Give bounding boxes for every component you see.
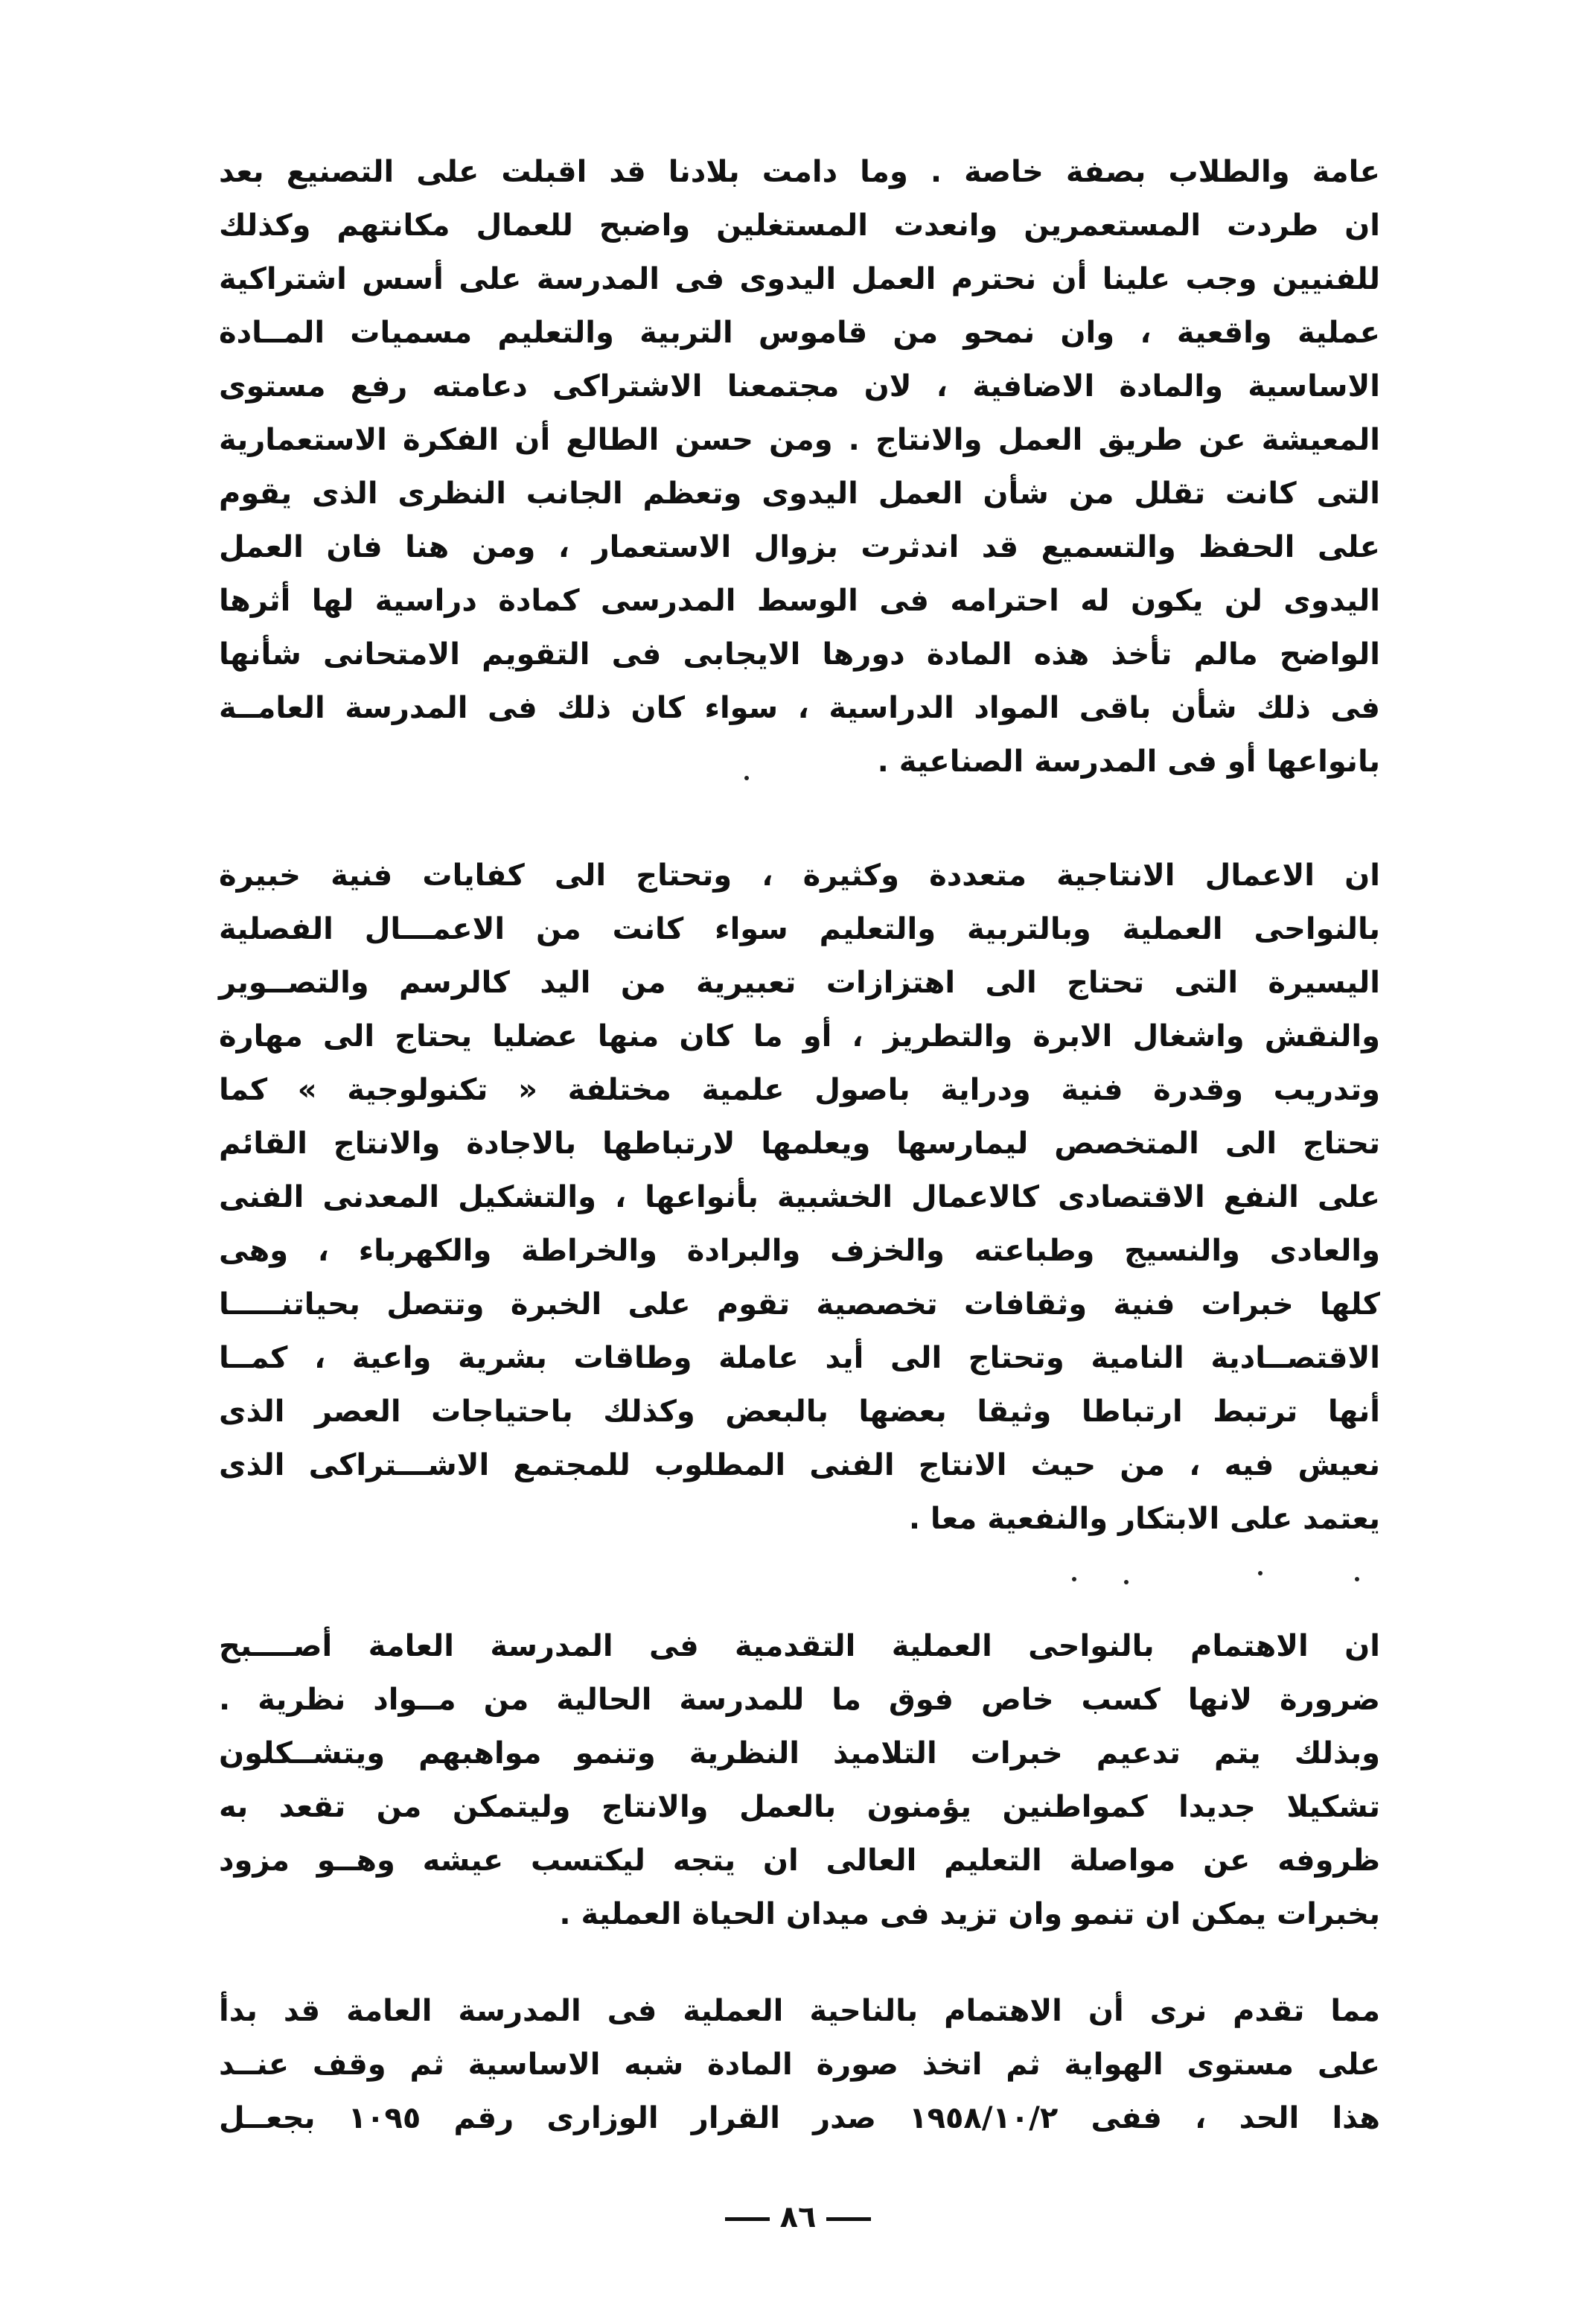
paragraph-3 [219, 1619, 1380, 1941]
text-line: والنقش واشغال الابرة والتطريز ، أو ما كان منها عضليا يحتاج الى مهارة [219, 1019, 1380, 1054]
scan-speck [1124, 1580, 1129, 1584]
text-line: ان طردت المستعمرين وانعدت المستغلين واضبح للعمال مكانتهم وكذلك [219, 208, 1380, 243]
text-line: ان الاهتمام بالنواحى العملية التقدمية فى المدرسة العامة أصــــبح [219, 1629, 1380, 1663]
scan-speck [1072, 1577, 1076, 1581]
text-line: وتدريب وقدرة فنية ودراية باصول علمية مختلفة « تكنولوجية » كما [219, 1073, 1380, 1107]
text-line: على مستوى الهواية ثم اتخذ صورة المادة شبه الاساسية ثم وقف عنــد [219, 2047, 1380, 2082]
text-line: الاقتصــادية النامية وتحتاج الى أيد عاملة وطاقات بشرية واعية ، كمــا [219, 1341, 1380, 1375]
scan-speck [1355, 1577, 1359, 1581]
scan-speck [744, 776, 749, 780]
text-line: بالنواحى العملية وبالتربية والتعليم سواء كانت من الاعمـــال الفصلية [219, 912, 1380, 946]
text-line: يعتمد على الابتكار والنفعية معا . [908, 1502, 1380, 1536]
text-line: المعيشة عن طريق العمل والانتاج . ومن حسن الطالع أن الفكرة الاستعمارية [219, 423, 1380, 457]
text-line: للفنيين وجب علينا أن نحترم العمل اليدوى فى المدرسة على أسس اشتراكية [219, 262, 1380, 296]
text-line: نعيش فيه ، من حيث الانتاج الفنى المطلوب للمجتمع الاشـــتراكى الذى [219, 1448, 1380, 1482]
text-line: ضرورة لانها كسب خاص فوق ما للمدرسة الحالية من مــواد نظرية . [219, 1683, 1380, 1717]
text-line: وبذلك يتم تدعيم خبرات التلاميذ النظرية وتنمو مواهبهم ويتشــكلون [219, 1736, 1380, 1771]
text-line: بانواعها أو فى المدرسة الصناعية . [877, 745, 1380, 779]
scan-speck [1258, 1571, 1263, 1575]
text-line: اليدوى لن يكون له احترامه فى الوسط المدرسى كمادة دراسية لها أثرها [219, 584, 1380, 618]
page-number-dash-left [826, 2217, 871, 2221]
text-line: التى كانت تقلل من شأن العمل اليدوى وتعظم الجانب النظرى الذى يقوم [219, 477, 1380, 511]
text-line: فى ذلك شأن باقى المواد الدراسية ، سواء كان ذلك فى المدرسة العامــة [219, 691, 1380, 725]
text-line: بخبرات يمكن ان تنمو وان تزيد فى ميدان الحياة العملية . [559, 1897, 1380, 1931]
page-number-value: ٨٦ [779, 2200, 817, 2234]
text-line: ان الاعمال الانتاجية متعددة وكثيرة ، وتحتاج الى كفايات فنية خبيرة [219, 858, 1380, 893]
text-line: على الحفظ والتسميع قد اندثرت بزوال الاستعمار ، ومن هنا فان العمل [219, 530, 1380, 564]
text-line: تشكيلا جديدا كمواطنين يؤمنون بالعمل والانتاج وليتمكن من تقعد به [219, 1790, 1380, 1824]
paragraph-2 [219, 849, 1380, 1546]
page-number-dash-right [725, 2217, 770, 2221]
paragraph-1 [219, 145, 1380, 788]
text-line: كلها خبرات فنية وثقافات تخصصية تقوم على الخبرة وتتصل بحياتنـــــا [219, 1287, 1380, 1322]
text-line: مما تقدم نرى أن الاهتمام بالناحية العملية فى المدرسة العامة قد بدأ [219, 1994, 1380, 2028]
text-line: هذا الحد ، ففى ١٩٥٨/١٠/٢ صدر القرار الوزارى رقم ١٠٩٥ بجعــل [219, 2101, 1380, 2135]
text-line: أنها ترتبط ارتباطا وثيقا بعضها بالبعض وكذلك باحتياجات العصر الذى [219, 1395, 1380, 1429]
page-number [0, 2200, 1596, 2234]
text-line: اليسيرة التى تحتاج الى اهتزازات تعبيرية من اليد كالرسم والتصــوير [219, 966, 1380, 1000]
text-line: الواضح مالم تأخذ هذه المادة دورها الايجابى فى التقويم الامتحانى شأنها [219, 637, 1380, 672]
text-line: عامة والطلاب بصفة خاصة . وما دامت بلادنا قد اقبلت على التصنيع بعد [219, 155, 1380, 189]
text-line: عملية واقعية ، وان نمحو من قاموس التربية والتعليم مسميات المــادة [219, 316, 1380, 350]
text-line: الاساسية والمادة الاضافية ، لان مجتمعنا الاشتراكى دعامته رفع مستوى [219, 369, 1380, 404]
paragraph-4 [219, 1984, 1380, 2145]
text-line: تحتاج الى المتخصص ليمارسها ويعلمها لارتباطها بالاجادة والانتاج القائم [219, 1126, 1380, 1161]
text-line: على النفع الاقتصادى كالاعمال الخشبية بأنواعها ، والتشكيل المعدنى الفنى [219, 1180, 1380, 1214]
text-line: ظروفه عن مواصلة التعليم العالى ان يتجه ليكتسب عيشه وهــو مزود [219, 1843, 1380, 1878]
text-line: والعادى والنسيج وطباعته والخزف والبرادة والخراطة والكهرباء ، وهى [219, 1234, 1380, 1268]
